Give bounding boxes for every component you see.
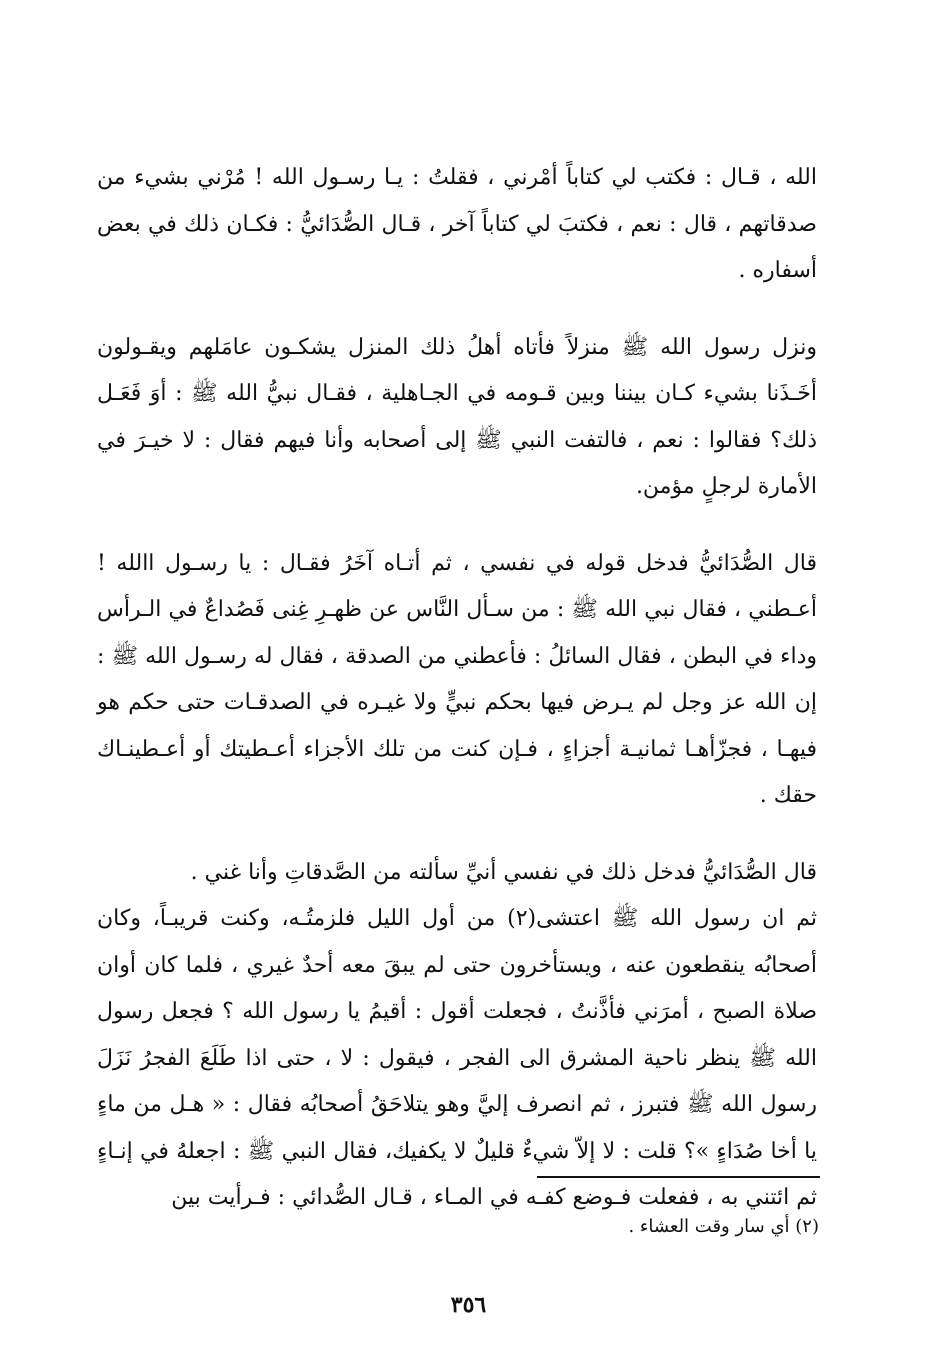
paragraph-4: قال الصُّدَائيُّ فدخل ذلك في نفسي أنيِّ سألته من الصَّدقاتِ وأنا غني . [190,859,817,885]
body-text [97,155,817,1222]
paragraph-gap [97,295,817,325]
paragraph-gap [97,511,817,541]
footnote-divider [537,1176,820,1178]
paragraph-5: ثم ان رسول الله ﷺ اعتشى(٢) من أول الليل فلزمتُـه، وكنت قريبـاً، وكان أصحابُه ينقطعون عنه ، ويستأخرون حتى لم يبقَ معه أحدٌ غيري ، فلما كان أوان صلاة الصبح ، أمرَني فأذَّنتُ ، فجعلت أقول : أقيمُ يا رسول الله ؟ فجعل رسول الله ﷺ ينظر ناحية المشرق الى الفجر ، فيقول : لا ، حتى اذا طَلَعَ الفجرُ نَزَلَ رسول الله ﷺ فتبرز ، ثم انصرف إليَّ وهو يتلاحَقُ أصحابُه فقال : « هـل من ماءٍ يا أخا صُدَاءٍ »؟ قلت : لا إلاّ شيءٌ قليلٌ لا يكفيك، فقال النبي ﷺ : اجعلهُ في إنـاءٍ ثم ائتني به ، ففعلت فـوضع كفـه في المـاء ، قـال الصُّدائي : فـرأيت بين [97,906,817,1210]
paragraph-3: قال الصُّدَائيُّ فدخل قوله في نفسي ، ثم أتـاه آخَرُ فقـال : يا رسـول االله ! أعـطني ، فقال نبي الله ﷺ : من سـأل النَّاس عن ظهـرِ غِنى فَصُداعٌ في الـرأس وداء في البطن ، فقال السائلُ : فأعطني من الصدقة ، فقال له رسـول الله ﷺ : إن الله عز وجل لم يـرض فيها بحكم نبيٍّ ولا غيـره في الصدقـات حتى حكم هو فيهـا ، فجزّأهـا ثمانيـة أجزاءٍ ، فـإن كنت من تلك الأجزاء أعـطيتك أو أعـطينـاك حقك . [97,550,817,808]
paragraph-1: الله ، قـال : فكتب لي كتاباً أمْرني ، فقلتُ : يـا رسـول الله ! مُرْني بشيء من صدقاتهم ، قال : نعم ، فكتبَ لي كتاباً آخر ، قـال الصُّدَائيُّ : فكـان ذلك في بعض أسفاره . [97,165,817,283]
page-number: ٣٥٦ [450,1292,487,1318]
paragraph-gap [97,820,817,850]
footnote: (٢) أي سار وقت العشاء . [628,1216,819,1237]
paragraph-2: ونزل رسول الله ﷺ منزلاً فأتاه أهلُ ذلك المنزل يشكـون عامَلهم ويقـولون أخَـذَنا بشيء كـان بيننا وبين قـومه في الجـاهلية ، فقـال نبيُّ الله ﷺ : أوَ فَعَـل ذلك؟ فقالوا : نعم ، فالتفت النبي ﷺ إلى أصحابه وأنا فيهم فقال : لا خيـرَ في الأمارة لرجلٍ مؤمن. [97,334,817,499]
